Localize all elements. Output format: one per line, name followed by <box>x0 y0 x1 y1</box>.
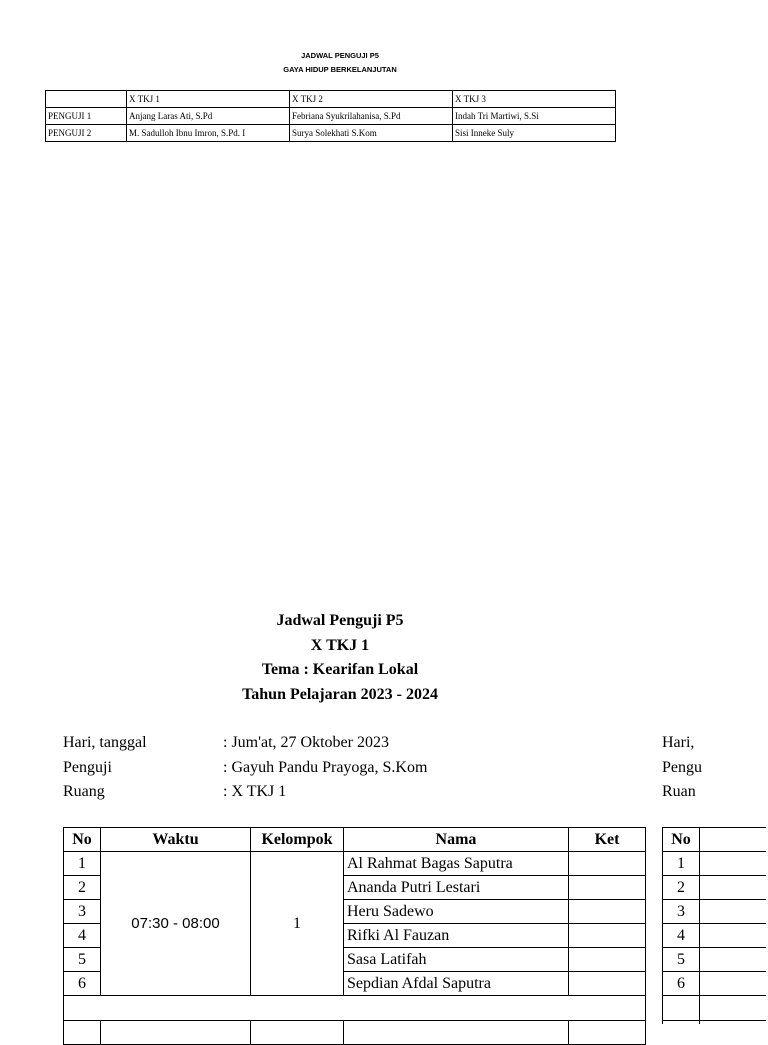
examiner-cell: Indah Tri Martiwi, S.Si <box>453 108 616 125</box>
row-label: PENGUJI 2 <box>46 125 127 142</box>
schedule-theme: Tema : Kearifan Lokal <box>261 661 419 678</box>
schedule-year: Tahun Pelajaran 2023 - 2024 <box>242 686 438 703</box>
assignment-row-penguji1 <box>46 108 616 125</box>
student-name: Al Rahmat Bagas Saputra <box>344 852 569 876</box>
table-row <box>663 852 767 876</box>
table-row <box>663 924 767 948</box>
adjacent-examiner-label: Pengu <box>662 759 702 776</box>
adjacent-schedule-table <box>662 827 766 1024</box>
row-number: 5 <box>663 948 700 972</box>
spacer-cell <box>663 996 700 1021</box>
row-number: 1 <box>64 852 101 876</box>
doc-title: JADWAL PENGUJI P5 <box>301 51 379 60</box>
time-cell: 07:30 - 08:00 <box>101 852 251 996</box>
note-cell <box>569 948 646 972</box>
col-ket: Ket <box>569 828 646 852</box>
group-cell: 1 <box>251 852 344 996</box>
student-name: Heru Sadewo <box>344 900 569 924</box>
assignment-row-penguji2 <box>46 125 616 142</box>
adjacent-cut-cell <box>700 1021 767 1025</box>
col-kelompok: Kelompok <box>251 828 344 852</box>
adjacent-schedule-clip <box>662 730 768 1024</box>
row-number: 3 <box>663 900 700 924</box>
schedule-table <box>63 827 646 1045</box>
doc-subtitle: GAYA HIDUP BERKELANJUTAN <box>283 65 397 74</box>
class-header-tkj3: X TKJ 3 <box>453 91 616 108</box>
note-cell <box>569 876 646 900</box>
room-value: : X TKJ 1 <box>223 783 287 800</box>
adjacent-cut-cell <box>700 852 767 876</box>
examiner-cell: Sisi Inneke Suly <box>453 125 616 142</box>
row-number: 1 <box>663 852 700 876</box>
row-number <box>663 1021 700 1025</box>
spacer-row <box>663 996 767 1021</box>
note-cell <box>569 900 646 924</box>
adjacent-col-no: No <box>663 828 700 852</box>
time-cell <box>101 1021 251 1045</box>
row-number: 6 <box>64 972 101 996</box>
student-name: Ananda Putri Lestari <box>344 876 569 900</box>
row-number: 5 <box>64 948 101 972</box>
student-name: Sepdian Afdal Saputra <box>344 972 569 996</box>
table-row <box>663 876 767 900</box>
table-row <box>64 852 646 876</box>
group-cell <box>251 1021 344 1045</box>
class-header-tkj1: X TKJ 1 <box>127 91 290 108</box>
schedule-class: X TKJ 1 <box>310 637 370 654</box>
assignment-table <box>45 90 616 142</box>
col-no: No <box>64 828 101 852</box>
assignment-header-row <box>46 91 616 108</box>
adjacent-cut-cell <box>700 948 767 972</box>
row-number: 2 <box>64 876 101 900</box>
row-label: PENGUJI 1 <box>46 108 127 125</box>
adjacent-cut-cell <box>700 972 767 996</box>
examiner-cell: Anjang Laras Ati, S.Pd <box>127 108 290 125</box>
adjacent-header-row <box>663 828 767 852</box>
row-number: 2 <box>663 876 700 900</box>
next-row-partial <box>663 1021 767 1025</box>
class-header-tkj2: X TKJ 2 <box>290 91 453 108</box>
adjacent-room-label: Ruan <box>662 783 696 800</box>
table-row <box>663 900 767 924</box>
note-cell <box>569 852 646 876</box>
row-number: 6 <box>663 972 700 996</box>
examiner-label: Penguji <box>63 759 112 776</box>
table-row <box>663 948 767 972</box>
adjacent-cut-cell <box>700 924 767 948</box>
student-name: Sasa Latifah <box>344 948 569 972</box>
note-cell <box>569 1021 646 1045</box>
row-number <box>64 1021 101 1045</box>
examiner-cell: Febriana Syukrilahanisa, S.Pd <box>290 108 453 125</box>
examiner-cell: M. Sadulloh Ibnu Imron, S.Pd. I <box>127 125 290 142</box>
schedule-header-row <box>64 828 646 852</box>
student-name <box>344 1021 569 1045</box>
examiner-value: : Gayuh Pandu Prayoga, S.Kom <box>223 759 428 776</box>
adjacent-cut-cell <box>700 996 767 1021</box>
col-nama: Nama <box>344 828 569 852</box>
table-row <box>663 972 767 996</box>
row-number: 4 <box>64 924 101 948</box>
student-name: Rifki Al Fauzan <box>344 924 569 948</box>
adjacent-day-label: Hari, <box>662 734 695 751</box>
adjacent-col-cut <box>700 828 767 852</box>
schedule-title: Jadwal Penguji P5 <box>276 612 404 629</box>
spacer-cell <box>64 996 646 1021</box>
adjacent-cut-cell <box>700 900 767 924</box>
room-label: Ruang <box>63 783 105 800</box>
row-number: 3 <box>64 900 101 924</box>
day-label: Hari, tanggal <box>63 734 147 751</box>
day-value: : Jum'at, 27 Oktober 2023 <box>223 734 389 751</box>
assignment-corner-cell <box>46 91 127 108</box>
note-cell <box>569 924 646 948</box>
col-waktu: Waktu <box>101 828 251 852</box>
row-number: 4 <box>663 924 700 948</box>
examiner-cell: Surya Solekhati S.Kom <box>290 125 453 142</box>
next-row-partial <box>64 1021 646 1045</box>
note-cell <box>569 972 646 996</box>
spacer-row <box>64 996 646 1021</box>
adjacent-cut-cell <box>700 876 767 900</box>
